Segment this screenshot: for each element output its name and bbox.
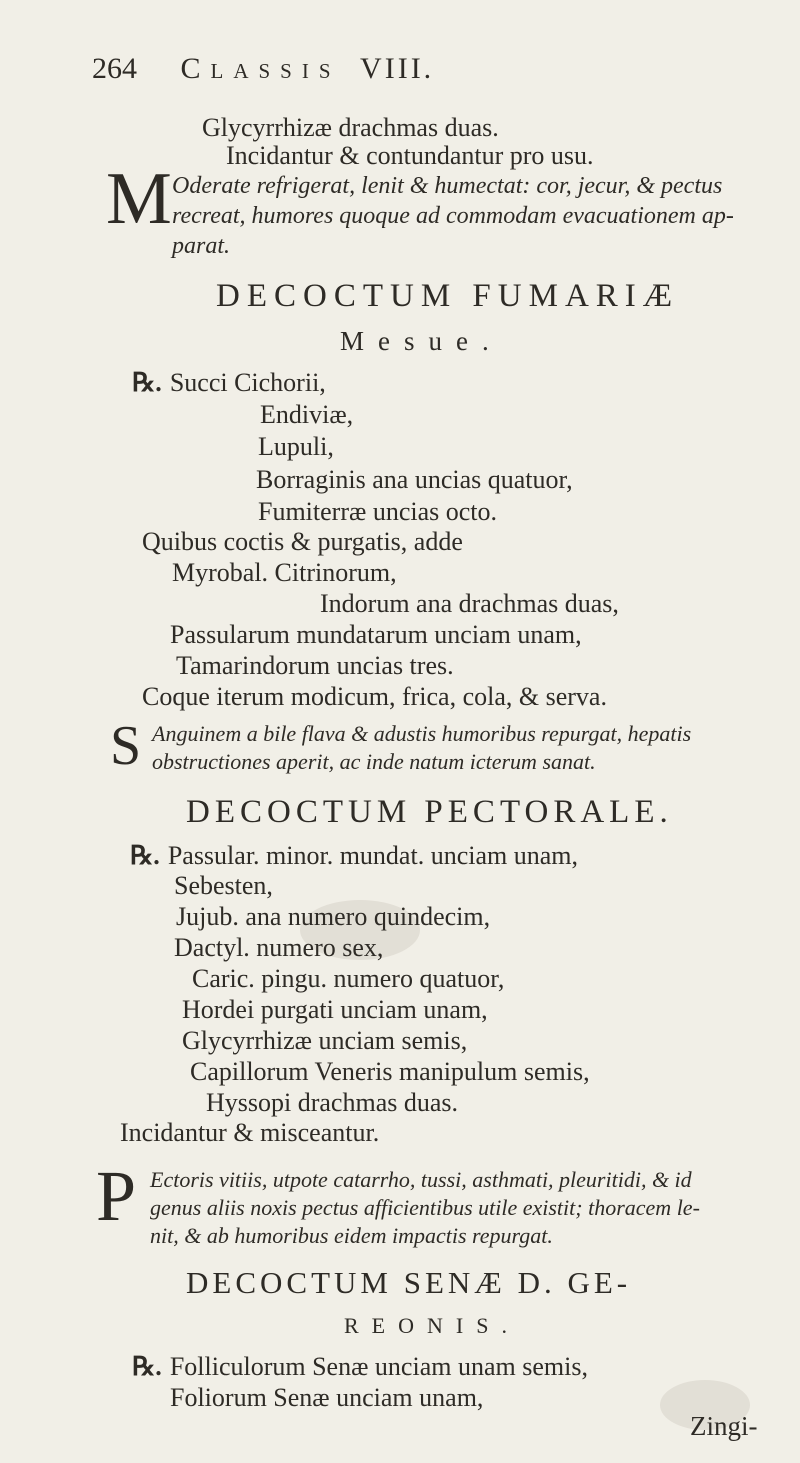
ingredient: Passularum mundatarum unciam unam,: [170, 620, 582, 649]
virtue-line: Oderate refrigerat, lenit & humectat: cor, jecur, & pectus: [172, 173, 723, 199]
instruction: Coque iterum modicum, frica, cola, & serva.: [142, 682, 607, 711]
classis-number: VIII.: [360, 52, 435, 85]
ingredient: Endiviæ,: [260, 400, 354, 429]
drop-cap: S: [110, 715, 142, 777]
recipe-symbol: ℞.: [132, 368, 162, 397]
ingredient: Tamarindorum uncias tres.: [176, 651, 454, 680]
ingredient: Indorum ana drachmas duas,: [320, 589, 619, 618]
recipe-symbol: ℞.: [132, 1352, 162, 1381]
ingredient: Capillorum Veneris manipulum semis,: [190, 1057, 590, 1086]
instruction: Incidantur & misceantur.: [120, 1118, 380, 1147]
page-header: [92, 52, 434, 85]
drop-cap: P: [96, 1156, 137, 1236]
ingredient: Dactyl. numero sex,: [174, 933, 384, 962]
ingredient: Myrobal. Citrinorum,: [172, 558, 397, 587]
preamble-line: Glycyrrhizæ drachmas duas.: [202, 113, 499, 142]
page-number: 264: [92, 52, 137, 85]
recipe-author: Mesue.: [340, 326, 503, 356]
virtue-line: parat.: [172, 233, 231, 259]
recipe-title: DECOCTUM SENÆ D. GE-: [186, 1265, 632, 1300]
ingredient: Borraginis ana uncias quatuor,: [256, 465, 573, 494]
recipe-title: REONIS.: [344, 1313, 520, 1338]
ingredient: Lupuli,: [258, 432, 334, 461]
recipe-title: DECOCTUM FUMARIÆ: [216, 278, 680, 314]
virtue-line: Anguinem a bile flava & adustis humoribus repurgat, hepatis: [152, 721, 692, 746]
ingredient: Folliculorum Senæ unciam unam semis,: [169, 1352, 588, 1381]
ingredient: Fumiterræ uncias octo.: [258, 497, 498, 526]
instruction: Quibus coctis & purgatis, adde: [142, 527, 463, 556]
virtue-line: Ectoris vitiis, utpote catarrho, tussi, asthmati, pleuritidi, & id: [150, 1167, 692, 1192]
recipe-title: DECOCTUM PECTORALE.: [186, 794, 673, 830]
recipe-line: [130, 842, 578, 871]
ingredient: Passular. minor. mundat. unciam unam,: [167, 841, 578, 870]
ingredient: Hyssopi drachmas duas.: [206, 1088, 459, 1117]
ingredient: Succi Cichorii,: [169, 368, 326, 397]
ingredient: Glycyrrhizæ unciam semis,: [182, 1026, 468, 1055]
virtue-line: obstructiones aperit, ac inde natum icterum sanat.: [152, 749, 596, 774]
recipe-symbol: ℞.: [130, 841, 160, 870]
drop-cap: M: [106, 158, 172, 240]
recipe-line: [132, 1353, 588, 1382]
ingredient: Foliorum Senæ unciam unam,: [170, 1383, 484, 1412]
recipe-line: [132, 369, 326, 398]
ingredient: Sebesten,: [174, 871, 273, 900]
ingredient: Jujub. ana numero quindecim,: [176, 902, 491, 931]
ingredient: Hordei purgati unciam unam,: [182, 995, 488, 1024]
preamble-line: Incidantur & contundantur pro usu.: [226, 141, 594, 170]
catchword: Zingi-: [690, 1411, 758, 1441]
virtue-line: recreat, humores quoque ad commodam evacuationem ap-: [172, 203, 734, 229]
virtue-line: genus aliis noxis pectus afficientibus utile existit; thoracem le-: [150, 1195, 700, 1220]
running-title: Classis: [180, 52, 341, 85]
ingredient: Caric. pingu. numero quatuor,: [192, 964, 505, 993]
virtue-line: nit, & ab humoribus eidem impactis repurgat.: [150, 1223, 553, 1248]
